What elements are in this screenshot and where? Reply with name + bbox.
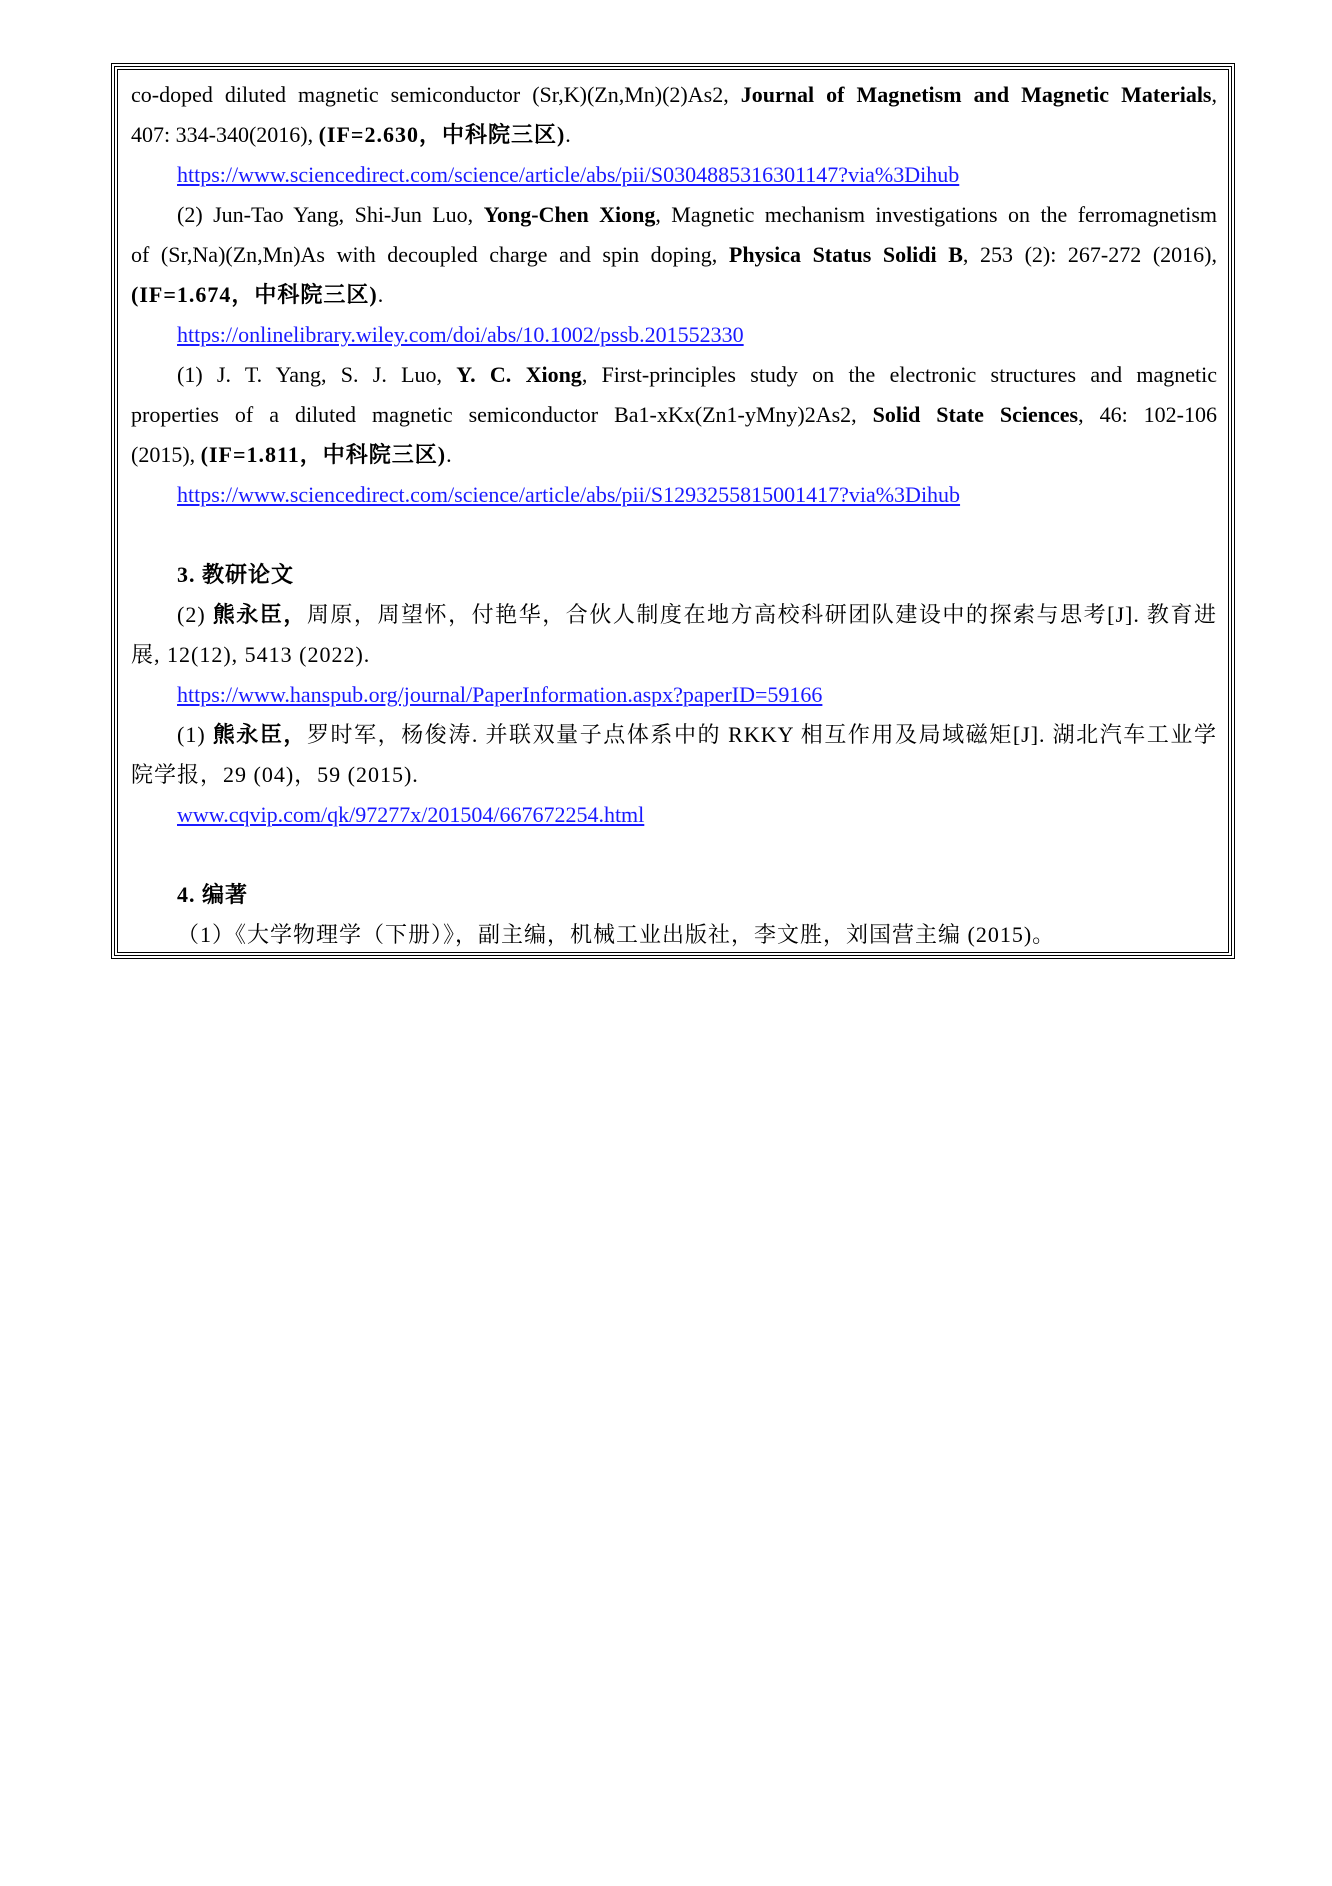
paper-c-period: . xyxy=(446,442,452,467)
teaching-paper-1-link[interactable]: www.cqvip.com/qk/97277x/201504/667672254.html xyxy=(177,802,645,827)
paper-a-journal: Journal of Magnetism and Magnetic Materials xyxy=(740,82,1212,107)
teaching-paper-1-author: 熊永臣， xyxy=(212,722,307,747)
paper-a-link[interactable]: https://www.sciencedirect.com/science/article/abs/pii/S0304885316301147?via%3Dihub xyxy=(177,162,960,187)
paper-c-url-line xyxy=(131,475,1217,515)
spacer xyxy=(131,835,1217,875)
teaching-paper-2-number: (2) xyxy=(177,602,213,627)
paper-b-line-2 xyxy=(131,235,1217,275)
paper-a-punct: , xyxy=(1211,82,1217,107)
paper-b-link[interactable]: https://onlinelibrary.wiley.com/doi/abs/10.1002/pssb.201552330 xyxy=(177,322,744,347)
paper-c-title-end: properties of a diluted magnetic semiconductor Ba1-xKx(Zn1-yMny)2As2, xyxy=(131,402,873,427)
paper-c-line-2 xyxy=(131,395,1217,435)
paper-a-url-line xyxy=(131,155,1217,195)
paper-a-line-2 xyxy=(131,115,1217,155)
paper-c-title-start: , First-principles study on the electronic structures and magnetic xyxy=(581,362,1217,387)
paper-c-authors: (1) J. T. Yang, S. J. Luo, xyxy=(177,362,457,387)
paper-c-journal: Solid State Sciences xyxy=(872,402,1079,427)
paper-c-highlight-author: Y. C. Xiong xyxy=(456,362,582,387)
teaching-paper-2-author: 熊永臣， xyxy=(212,602,307,627)
teaching-paper-2-line-2: 展, 12(12), 5413 (2022). xyxy=(131,642,371,667)
paper-b-url-line xyxy=(131,315,1217,355)
teaching-paper-2-link[interactable]: https://www.hanspub.org/journal/PaperInformation.aspx?paperID=59166 xyxy=(177,682,823,707)
paper-a-period: . xyxy=(565,122,571,147)
teaching-paper-1-line-1 xyxy=(131,715,1217,755)
paper-a-impact-factor: (IF=2.630，中科院三区) xyxy=(318,122,566,147)
teaching-paper-2-url-line xyxy=(131,675,1217,715)
teaching-paper-2-line-1 xyxy=(131,595,1217,635)
paper-c-link[interactable]: https://www.sciencedirect.com/science/article/abs/pii/S1293255815001417?via%3Dihub xyxy=(177,482,961,507)
paper-a-volume: 407: 334-340(2016), xyxy=(131,122,319,147)
publication-list-box xyxy=(111,63,1235,959)
paper-c-impact-factor: (IF=1.811，中科院三区) xyxy=(200,442,447,467)
spacer xyxy=(131,515,1217,555)
paper-b-line-3 xyxy=(131,275,1217,315)
teaching-paper-1-line-2: 院学报，29 (04)，59 (2015). xyxy=(131,762,419,787)
teaching-paper-1-title: 罗时军，杨俊涛. 并联双量子点体系中的 RKKY 相互作用及局域磁矩[J]. 湖北汽车工业学 xyxy=(306,722,1217,747)
publication-list xyxy=(131,75,1217,955)
section-4-heading: 4. 编著 xyxy=(177,882,249,907)
paper-c-volume: , 46: 102-106 xyxy=(1078,402,1217,427)
paper-b-title-end: of (Sr,Na)(Zn,Mn)As with decoupled charge and spin doping, xyxy=(131,242,729,267)
paper-b-highlight-author: Yong-Chen Xiong xyxy=(483,202,656,227)
paper-b-impact-factor: (IF=1.674，中科院三区) xyxy=(131,282,378,307)
teaching-paper-2-title: 周原，周望怀，付艳华，合伙人制度在地方高校科研团队建设中的探索与思考[J]. 教育进 xyxy=(306,602,1217,627)
paper-b-volume: , 253 (2): 267-272 (2016), xyxy=(962,242,1217,267)
paper-b-line-1 xyxy=(131,195,1217,235)
paper-c-line-3 xyxy=(131,435,1217,475)
book-item-1: （1）《大学物理学（下册）》，副主编，机械工业出版社，李文胜，刘国营主编 (2015)。 xyxy=(177,922,1056,947)
paper-a-line-1 xyxy=(131,75,1217,115)
paper-b-title-start: , Magnetic mechanism investigations on the ferromagnetism xyxy=(655,202,1217,227)
paper-a-title-text: co-doped diluted magnetic semiconductor (Sr,K)(Zn,Mn)(2)As2, xyxy=(131,82,741,107)
teaching-paper-1-number: (1) xyxy=(177,722,213,747)
paper-b-journal: Physica Status Solidi B xyxy=(728,242,963,267)
paper-c-year: (2015), xyxy=(131,442,201,467)
teaching-paper-1-url-line xyxy=(131,795,1217,835)
paper-c-line-1 xyxy=(131,355,1217,395)
section-3-heading: 3. 教研论文 xyxy=(177,562,295,587)
paper-b-authors: (2) Jun-Tao Yang, Shi-Jun Luo, xyxy=(177,202,484,227)
paper-b-period: . xyxy=(377,282,384,307)
